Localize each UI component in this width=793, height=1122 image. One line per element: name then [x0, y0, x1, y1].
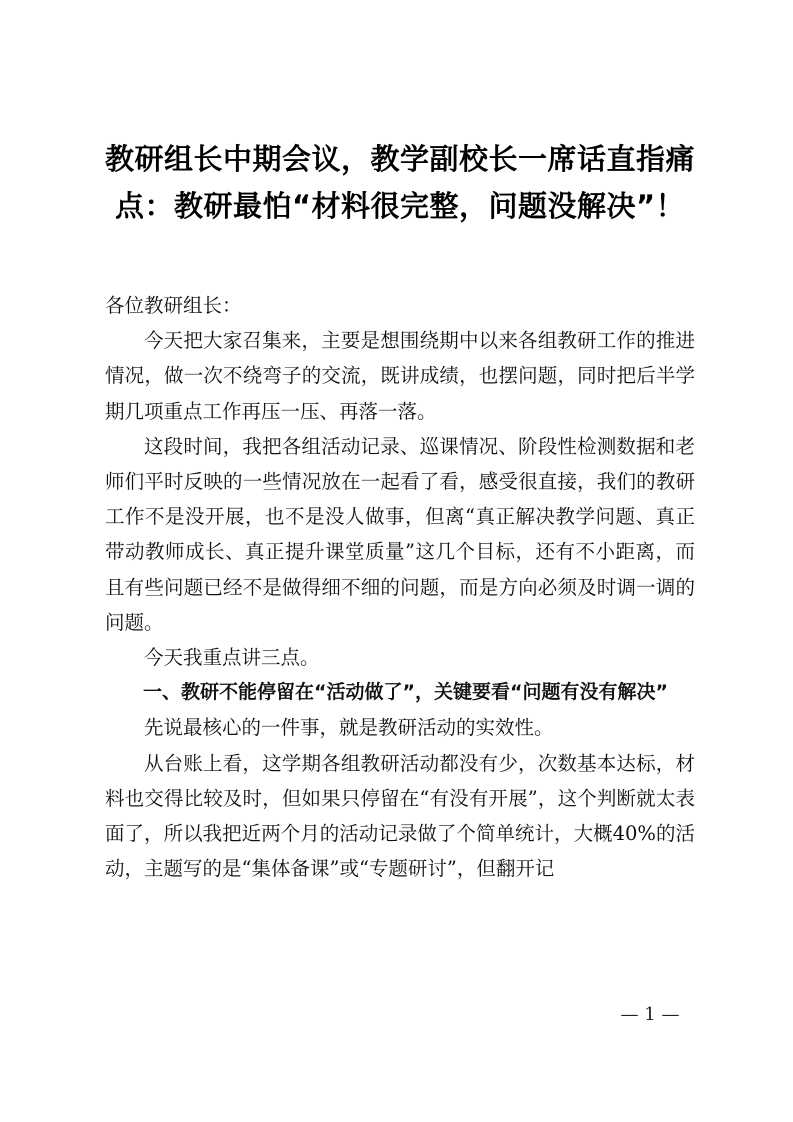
paragraph-core-issue: 先说最核心的一件事，就是教研活动的实效性。	[144, 716, 554, 740]
paragraph-three-points: 今天我重点讲三点。	[144, 646, 320, 670]
paragraph-observation: 这段时间，我把各组活动记录、巡课情况、阶段性检测数据和老师们平时反映的一些情况放在一起看了看，感受很直接，我们的教研工作不是没开展，也不是没人做事，但离“真正解决教学问题、真正带动教师成长、真正提升课堂质量”这几个目标，还有不小距离，而且有些问题已经不是做得细不细的问题，而是方向必须及时调一调的问题。	[105, 434, 695, 634]
paragraph-intro: 今天把大家召集来，主要是想围绕期中以来各组教研工作的推进情况，做一次不绕弯子的交流，既讲成绩，也摆问题，同时把后半学期几项重点工作再压一压、再落一落。	[105, 329, 695, 423]
document-title: 教研组长中期会议，教学副校长一席话直指痛点：教研最怕“材料很完整，问题没解决”！	[105, 142, 696, 223]
document-body	[105, 288, 695, 886]
salutation: 各位教研组长：	[105, 294, 242, 317]
paragraph-statistics: 从台账上看，这学期各组教研活动都没有少，次数基本达标，材料也交得比较及时，但如果只停留在“有没有开展”，这个判断就太表面了，所以我把近两个月的活动记录做了个简单统计，大概40%的活动，主题写的是“集体备课”或“专题研讨”，但翻开记	[105, 751, 695, 881]
page-number: — 1 —	[620, 1004, 680, 1025]
section-heading: 一、教研不能停留在“活动做了”，关键要看“问题有没有解决”	[143, 681, 668, 704]
